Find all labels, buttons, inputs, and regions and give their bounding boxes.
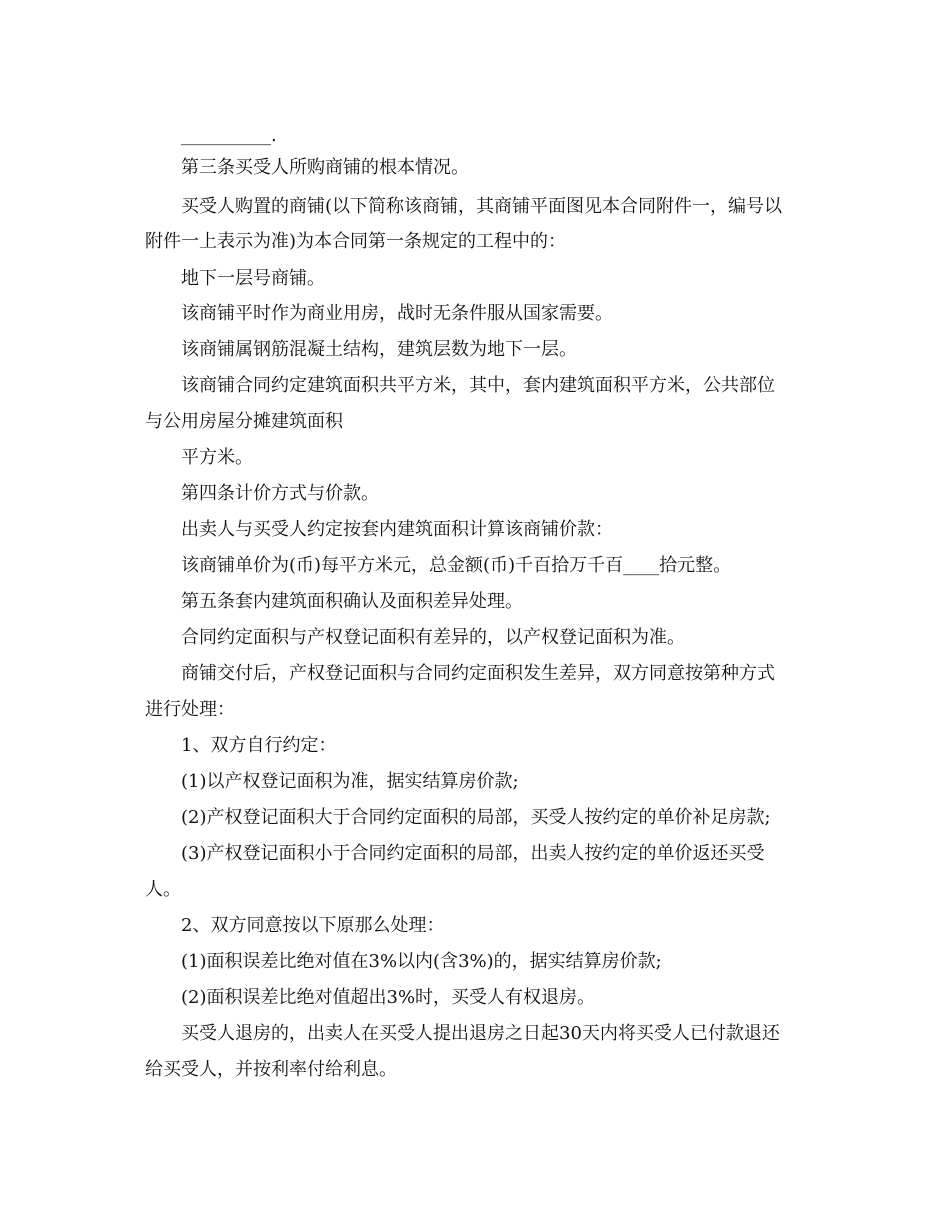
text-line: 该商铺平时作为商业用房，战时无条件服从国家需要。 <box>181 303 613 324</box>
text-line: 第五条套内建筑面积确认及面积差异处理。 <box>181 591 523 612</box>
text-line: 附件一上表示为准)为本合同第一条规定的工程中的： <box>145 231 567 252</box>
text-line: 买受人购置的商铺(以下简称该商铺，其商铺平面图见本合同附件一，编号以 <box>181 196 783 217</box>
text-line: 该商铺属钢筋混凝土结构，建筑层数为地下一层。 <box>181 339 577 360</box>
text-line: 出卖人与买受人约定按套内建筑面积计算该商铺价款： <box>181 519 613 540</box>
text-line: 进行处理： <box>145 699 235 720</box>
text-line: 买受人退房的，出卖人在买受人提出退房之日起30天内将买受人已付款退还 <box>181 1023 780 1044</box>
text-line: 商铺交付后，产权登记面积与合同约定面积发生差异，双方同意按第种方式 <box>181 663 775 684</box>
text-line: (2)产权登记面积大于合同约定面积的局部，买受人按约定的单价补足房款; <box>181 807 771 828</box>
text-line: 平方米。 <box>181 447 253 468</box>
text-line: 人。 <box>145 879 181 900</box>
text-line: (1)以产权登记面积为准，据实结算房价款; <box>181 771 519 792</box>
text-line: 地下一层号商铺。 <box>181 268 325 289</box>
text-line: (3)产权登记面积小于合同约定面积的局部，出卖人按约定的单价返还买受 <box>181 843 765 864</box>
text-line: (1)面积误差比绝对值在3%以内(含3%)的，据实结算房价款; <box>181 951 662 972</box>
text-line: 第三条买受人所购商铺的根本情况。 <box>181 157 469 178</box>
text-line: 给买受人，并按利率付给利息。 <box>145 1059 397 1080</box>
text-line: 第四条计价方式与价款。 <box>181 483 379 504</box>
text-line: 1、双方自行约定： <box>181 735 337 756</box>
text-line: 该商铺合同约定建筑面积共平方米，其中，套内建筑面积平方米，公共部位 <box>181 375 775 396</box>
text-line: 与公用房屋分摊建筑面积 <box>145 411 343 432</box>
text-line: 该商铺单价为(币)每平方米元，总金额(币)千百拾万千百____拾元整。 <box>181 555 732 576</box>
text-line: 合同约定面积与产权登记面积有差异的，以产权登记面积为准。 <box>181 627 685 648</box>
text-line: __________. <box>181 125 277 146</box>
text-line: 2、双方同意按以下原那么处理： <box>181 915 445 936</box>
text-line: (2)面积误差比绝对值超出3%时，买受人有权退房。 <box>181 987 596 1008</box>
